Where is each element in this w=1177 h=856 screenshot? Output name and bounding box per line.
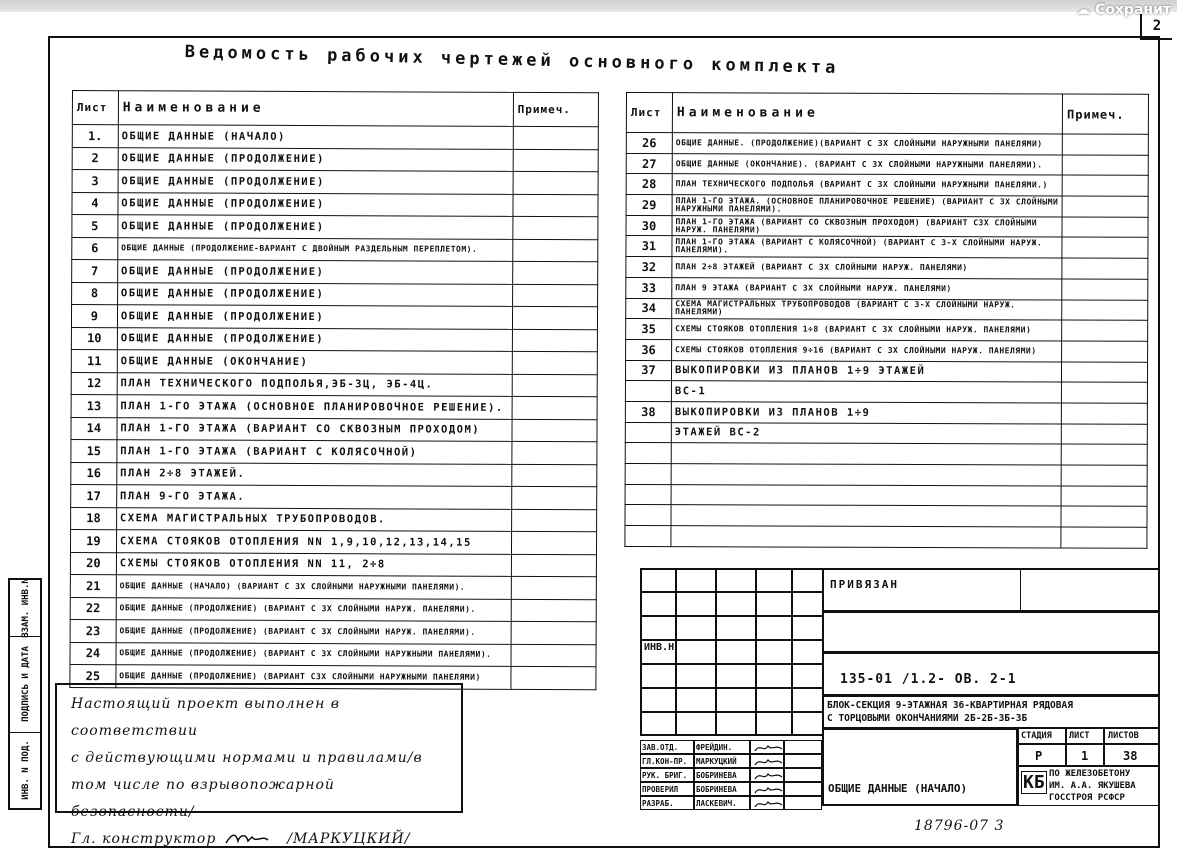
person-signature [750,754,784,768]
col-header-sheet: Лист [72,91,118,125]
table-row [70,597,596,622]
sheet-name: ПЛАН ТЕХНИЧЕСКОГО ПОДПОЛЬЯ (ВАРИАНТ С 3Х СЛОЙНЫМИ НАРУЖНЫМИ ПАНЕЛЯМИ.) [672,174,1062,196]
sheet-name: ПЛАН 1-ГО ЭТАЖА (ОСНОВНОЕ ПЛАНИРОВОЧНОЕ РЕШЕНИЕ). [117,395,512,419]
sheet-name: ВС-1 [671,381,1061,403]
sheet-note [1061,506,1147,527]
sheet-number: 13 [71,394,117,417]
title-block-cell [716,592,756,616]
title-block-cell [792,640,824,664]
sheet-note [1061,444,1147,465]
sheet-note [1062,320,1148,341]
person-name: ЛАСКЕВИЧ. [694,796,750,810]
sheet-name: ОБЩИЕ ДАННЫЕ (ПРОДОЛЖЕНИЕ) [117,327,512,351]
person-signature [750,768,784,782]
sheet-note [1061,424,1147,445]
sheet-number: 33 [626,277,672,298]
sheet-number: 21 [70,574,116,597]
table-row [625,526,1147,549]
title-block-cell [640,592,676,616]
sheet-name: ОБЩИЕ ДАННЫЕ (ПРОДОЛЖЕНИЕ) (ВАРИАНТ С 3Х СЛОЙНЫМИ НАРУЖНЫМИ ПАНЕЛЯМИ). [116,642,511,666]
sheet-number: 20 [70,552,116,575]
sheet-name: ОБЩИЕ ДАННЫЕ (ПРОДОЛЖЕНИЕ) (ВАРИАНТ С3Х СЛОЙНЫМИ НАРУЖНЫМИ ПАНЕЛЯМИ) [116,665,511,689]
sheet-note [512,351,597,374]
sheet-name: ПЛАН 1-ГО ЭТАЖА. (ОСНОВНОЕ ПЛАНИРОВОЧНОЕ РЕШЕНИЕ) (ВАРИАНТ С 3Х СЛОЙНЫМИ НАРУЖНЫМИ ПАНЕЛЯМИ). [672,195,1062,217]
table-row [625,401,1147,424]
sheet-number: 25 [70,664,116,687]
title-block-cell [792,592,824,616]
project-description-line: С ТОРЦОВЫМИ ОКОНЧАНИЯМИ 2Б-2Б-3Б-3Б [827,713,1028,724]
side-stamp [8,578,42,810]
sheet-name: ОБЩИЕ ДАННЫЕ (ПРОДОЛЖЕНИЕ) [117,305,512,329]
sheet-name: ПЛАН ТЕХНИЧЕСКОГО ПОДПОЛЬЯ,ЭБ-3Ц, ЭБ-4Ц. [117,372,512,396]
title-block-cell [716,712,756,736]
title-block-cell [716,568,756,592]
sheet-note [1061,403,1147,424]
sheet-number: 29 [626,195,672,216]
sheet-name [671,443,1061,465]
col-header-name: Наименование [118,91,513,127]
table-row [625,505,1147,528]
sheet-number: 19 [70,529,116,552]
sheet-number: 15 [71,439,117,462]
sheet-number [625,505,671,526]
sheet-note [1062,382,1148,403]
title-block-cell [756,688,792,712]
sheet-note [512,306,597,329]
sheet-number: 8 [72,282,118,305]
sheet-name: ОБЩИЕ ДАННЫЕ (ОКОНЧАНИЕ). (ВАРИАНТ С 3Х СЛОЙНЫМИ НАРУЖНЫМИ ПАНЕЛЯМИ). [672,153,1062,175]
sheets-value: 38 [1123,749,1138,763]
signature-image [752,797,784,810]
sheet-note [511,666,596,689]
cloud-icon: ☁ [1076,2,1095,18]
sheet-number [625,526,671,547]
table-row [71,305,597,330]
title-block-cell [756,664,792,688]
table-row [71,484,597,509]
table-row [72,147,598,172]
person-date [784,754,822,768]
sheet-number: 30 [626,215,672,236]
person-name: БОБРИНЕВА [694,782,750,796]
side-label: ИНВ. N ПОД. [21,740,31,800]
person-role: РУК. БРИГ. [640,768,694,782]
table-row [71,417,597,442]
table-row [70,552,596,577]
table-row [626,133,1148,156]
sheet-note [512,396,597,419]
side-label: ПОДПИСЬ И ДАТА [21,646,31,722]
sheet-name: ПЛАН 1-ГО ЭТАЖА (ВАРИАНТ С КОЛЯСОЧНОЙ) [117,440,512,464]
table-row [626,257,1148,280]
table-row [70,529,596,554]
sheet-name [671,484,1061,506]
title-block-cell [792,616,824,640]
sheet-number: 7 [72,260,118,283]
sheet-note [511,554,596,577]
signature-image [752,741,784,754]
sheet-number: 37 [625,360,671,381]
person-signature [750,740,784,754]
title-block-cell [756,592,792,616]
sheet-number [625,484,671,505]
col-header-sheet: Лист [626,93,672,133]
sheet-note [513,171,598,194]
sheet-number: 32 [626,257,672,278]
sheet-name: СХЕМА МАГИСТРАЛЬНЫХ ТРУБОПРОВОДОВ (ВАРИАНТ С 3-Х СЛОЙНЫМИ НАРУЖ. ПАНЕЛЯМИ) [672,298,1062,320]
table-row [71,462,597,487]
sheet-number: 2 [72,147,118,170]
sheet-name: СХЕМЫ СТОЯКОВ ОТОПЛЕНИЯ NN 11, 2÷8 [116,552,511,576]
sheet-title: ОБЩИЕ ДАННЫЕ (НАЧАЛО) [828,782,968,795]
signature-image [752,769,784,782]
table-row [71,439,597,464]
sheet-name: ОБЩИЕ ДАННЫЕ (ПРОДОЛЖЕНИЕ) [118,147,513,171]
chief-designer-name: /МАРКУЦКИЙ/ [287,831,411,847]
person-date [784,740,822,754]
sheet-name: ПЛАН 2÷8 ЭТАЖЕЙ (ВАРИАНТ С 3Х СЛОЙНЫМИ НАРУЖ. ПАНЕЛЯМИ) [672,257,1062,279]
sheet-note [511,599,596,622]
sheet-note [512,329,597,352]
title-block-cell [640,568,676,592]
note-line: с действующими нормами и правилами/в [71,750,423,766]
attached-label: ПРИВЯЗАН [830,578,899,591]
sheet-number: 1. [72,125,118,148]
table-row [625,422,1147,445]
save-button[interactable]: ☁ Сохранит [1076,2,1171,18]
sheet-name: ПЛАН 1-ГО ЭТАЖА (ВАРИАНТ СО СКВОЗНЫМ ПРОХОДОМ) (ВАРИАНТ С3Х СЛОЙНЫМИ НАРУЖ. ПАНЕЛЯМИ) [672,215,1062,237]
sheet-label: ЛИСТ [1069,731,1090,741]
sheet-note [511,486,596,509]
sheet-number: 23 [70,619,116,642]
sheet-number: 31 [626,236,672,257]
person-date [784,768,822,782]
sheet-number: 10 [71,327,117,350]
sheet-name: ПЛАН 9-ГО ЭТАЖА. [116,485,511,509]
title-block-cell [792,712,824,736]
archive-number: 18796-07 3 [914,818,1005,834]
sheet-number: 9 [71,305,117,328]
table-row [626,298,1148,321]
sheet-number: 11 [71,349,117,372]
title-block-cell [676,664,716,688]
title-block-cell [676,640,716,664]
note-line: Настоящий проект выполнен в соответствии [71,696,340,739]
sheet-note [1061,486,1147,507]
person-role: ПРОВЕРИЛ [640,782,694,796]
side-label: ВЗАМ. ИНВ.N [21,578,31,638]
signature-image [222,831,282,847]
sheet-note [1062,258,1148,279]
person-date [784,796,822,810]
sheet-note [1061,465,1147,486]
person-role: ЗАВ.ОТД. [640,740,694,754]
sheet-note [1062,300,1148,321]
table-row [626,174,1148,197]
title-block-cell [716,664,756,688]
sheet-name [671,464,1061,486]
sheet-note [1062,155,1148,176]
sheet-name: ПЛАН 1-ГО ЭТАЖА (ВАРИАНТ СО СКВОЗНЫМ ПРОХОДОМ) [117,417,512,441]
sheet-number: 14 [71,417,117,440]
sheet-name: ПЛАН 2÷8 ЭТАЖЕЙ. [117,462,512,486]
sheet-name [671,505,1061,527]
org-name-line: ГОССТРОЯ РСФСР [1049,793,1125,803]
title-block-cell [716,616,756,640]
title-block-cell [756,640,792,664]
title-block-cell [792,568,824,592]
table-row [72,192,598,217]
note-line: том числе по взрывопожарной безопасности/ [71,777,335,820]
sheet-name: ЭТАЖЕЙ ВС-2 [671,422,1061,444]
sheet-note [513,194,598,217]
sheet-number: 4 [72,192,118,215]
sheet-note [513,126,598,149]
table-row [72,215,598,240]
sheet-number [625,463,671,484]
sheet-name: ВЫКОПИРОВКИ ИЗ ПЛАНОВ 1÷9 ЭТАЖЕЙ [671,360,1061,382]
sheet-number: 18 [71,507,117,530]
sheet-number: 34 [626,298,672,319]
table-row [72,237,598,262]
title-block-cell [756,616,792,640]
sheet-note [1061,527,1147,548]
compliance-note [55,683,463,847]
person-role: РАЗРАБ. [640,796,694,810]
sheet-name: СХЕМА СТОЯКОВ ОТОПЛЕНИЯ NN 1,9,10,12,13,14,15 [116,530,511,554]
sheet-number: 3 [72,170,118,193]
person-date [784,782,822,796]
table-row [626,319,1148,342]
sheet-name: ОБЩИЕ ДАННЫЕ (ПРОДОЛЖЕНИЕ) (ВАРИАНТ С 3Х СЛОЙНЫМИ НАРУЖ. ПАНЕЛЯМИ). [116,620,511,644]
person-signature [750,782,784,796]
person-name: ФРЕЙДИН. [694,740,750,754]
page-title: Ведомость рабочих чертежей основного комплекта [184,42,840,78]
title-block-cell [792,688,824,712]
table-row [625,381,1147,404]
table-row [626,195,1148,218]
sheet-name: ОБЩИЕ ДАННЫЕ (ПРОДОЛЖЕНИЕ) [118,215,513,239]
sheet-note [513,216,598,239]
sheet-name: ОБЩИЕ ДАННЫЕ (ПРОДОЛЖЕНИЕ) (ВАРИАНТ С 3Х СЛОЙНЫМИ НАРУЖ. ПАНЕЛЯМИ). [116,597,511,621]
table-row [626,339,1148,362]
sheet-note [511,509,596,532]
chief-designer-label: Гл. конструктор [71,831,217,847]
sheet-number: 17 [71,484,117,507]
table-row [72,125,598,150]
sheets-label: ЛИСТОВ [1108,731,1139,741]
project-description-line: БЛОК-СЕКЦИЯ 9-ЭТАЖНАЯ 36-КВАРТИРНАЯ РЯДОВАЯ [827,700,1073,711]
table-row [72,260,598,285]
sheet-number: 24 [70,642,116,665]
sheet-number: 16 [71,462,117,485]
title-block [640,568,1160,816]
sheet-note [511,464,596,487]
sheet-note [1062,237,1148,258]
title-block-cell [640,712,676,736]
title-block-cell [756,712,792,736]
table-row [71,349,597,374]
table-row [71,327,597,352]
sheet-number [625,443,671,464]
org-name-line: ИМ. А.А. ЯКУШЕВА [1049,781,1136,791]
sheet-name: ОБЩИЕ ДАННЫЕ (НАЧАЛО) [118,125,513,149]
stage-label: СТАДИЯ [1021,731,1052,741]
signature-image [752,783,784,796]
sheet-note [512,419,597,442]
sheet-note [1062,279,1148,300]
table-row [626,215,1148,238]
sheet-note [1062,175,1148,196]
col-header-note: Примеч. [1062,94,1148,134]
sheet-note [512,374,597,397]
table-row [71,507,597,532]
table-row [72,282,598,307]
org-name-line: ПО ЖЕЛЕЗОБЕТОНУ [1049,769,1131,779]
sheet-note [1062,196,1148,217]
sheet-note [513,149,598,172]
sheet-number: 27 [626,153,672,174]
title-block-cell [640,616,676,640]
document-code: 135-01 /1.2- ОВ. 2-1 [840,672,1017,687]
person-name: МАРКУЦКИЙ [694,754,750,768]
sheet-number: 5 [72,215,118,238]
sheet-number: 36 [626,339,672,360]
sheet-number: 26 [626,133,672,154]
sheet-number: 12 [71,372,117,395]
sheet-note [512,441,597,464]
table-row [626,153,1148,176]
title-block-cell [676,568,716,592]
title-block-cell [792,664,824,688]
title-block-cell [676,688,716,712]
sheet-note [1062,341,1148,362]
table-row [625,484,1147,507]
sheet-note [1062,134,1148,155]
sheet-number [625,381,671,402]
table-row [625,463,1147,486]
person-name: БОБРИНЕВА [694,768,750,782]
sheet-note [1062,362,1148,383]
table-row [626,236,1148,259]
sheet-name: ОБЩИЕ ДАННЫЕ (ПРОДОЛЖЕНИЕ) [118,192,513,216]
title-block-cell [716,688,756,712]
title-block-cell [676,616,716,640]
person-signature [750,796,784,810]
col-header-name: Наименование [672,93,1062,134]
sheet-name: ОБЩИЕ ДАННЫЕ (ОКОНЧАНИЕ) [117,350,512,374]
sheet-name: ОБЩИЕ ДАННЫЕ. (ПРОДОЛЖЕНИЕ)(ВАРИАНТ С 3Х СЛОЙНЫМИ НАРУЖНЫМИ ПАНЕЛЯМИ) [672,133,1062,155]
sheet-name [671,526,1061,548]
table-row [71,394,597,419]
inv-label: ИНВ.Н [644,642,675,653]
org-logo: КБ [1023,772,1045,793]
sheet-name: ПЛАН 1-ГО ЭТАЖА (ВАРИАНТ С КОЛЯСОЧНОЙ) (ВАРИАНТ С 3-Х СЛОЙНЫМИ НАРУЖ. ПАНЕЛЯМИ). [672,236,1062,258]
sheet-name: ВЫКОПИРОВКИ ИЗ ПЛАНОВ 1÷9 [671,402,1061,424]
table-row [626,277,1148,300]
signature-image [752,755,784,768]
title-block-cell [676,592,716,616]
col-header-note: Примеч. [513,92,598,126]
table-row [71,372,597,397]
sheet-name: СХЕМЫ СТОЯКОВ ОТОПЛЕНИЯ 1÷8 (ВАРИАНТ С 3Х СЛОЙНЫМИ НАРУЖ. ПАНЕЛЯМИ) [672,319,1062,341]
sheet-number: 38 [625,401,671,422]
sheet-name: ОБЩИЕ ДАННЫЕ (ПРОДОЛЖЕНИЕ) [117,282,512,306]
sheet-name: ПЛАН 9 ЭТАЖА (ВАРИАНТ С 3Х СЛОЙНЫМИ НАРУЖ. ПАНЕЛЯМИ) [672,277,1062,299]
sheet-name: ОБЩИЕ ДАННЫЕ (ПРОДОЛЖЕНИЕ) [118,170,513,194]
sheet-note [511,576,596,599]
sheet-name: ОБЩИЕ ДАННЫЕ (ПРОДОЛЖЕНИЕ) [117,260,512,284]
drawings-table-left [69,90,599,690]
table-row [70,619,596,644]
sheet-value: 1 [1081,749,1089,763]
sheet-name: СХЕМА МАГИСТРАЛЬНЫХ ТРУБОПРОВОДОВ. [116,507,511,531]
sheet-name: СХЕМЫ СТОЯКОВ ОТОПЛЕНИЯ 9÷16 (ВАРИАНТ С 3Х СЛОЙНЫМИ НАРУЖ. ПАНЕЛЯМИ) [672,340,1062,362]
sheet-note [511,644,596,667]
title-block-cell [716,640,756,664]
title-block-cell [676,712,716,736]
page-number: 2 [1140,14,1172,40]
sheet-number: 28 [626,174,672,195]
sheet-note [512,284,597,307]
note-line [71,826,447,853]
table-row [72,170,598,195]
sheet-note [512,261,597,284]
sheet-note [1062,217,1148,238]
sheet-note [512,239,597,262]
drawings-table-right [624,92,1149,549]
sheet-note [511,621,596,644]
sheet-name: ОБЩИЕ ДАННЫЕ (ПРОДОЛЖЕНИЕ-ВАРИАНТ С ДВОЙНЫМ РАЗДЕЛЬНЫМ ПЕРЕПЛЕТОМ). [118,237,513,261]
sheet-number: 6 [72,237,118,260]
sheet-number: 35 [626,319,672,340]
person-role: ГЛ.КОН-ПР. [640,754,694,768]
table-row [625,360,1147,383]
table-row [70,574,596,599]
sheet-number [625,422,671,443]
stage-value: Р [1035,749,1043,763]
table-row [70,642,596,667]
title-block-cell [756,568,792,592]
sheet-note [511,531,596,554]
sheet-name: ОБЩИЕ ДАННЫЕ (НАЧАЛО) (ВАРИАНТ С 3Х СЛОЙНЫМИ НАРУЖНЫМИ ПАНЕЛЯМИ). [116,575,511,599]
sheet-number: 22 [70,597,116,620]
viewer-toolbar [0,0,1177,18]
title-block-cell [640,664,676,688]
title-block-cell [640,688,676,712]
table-row [625,443,1147,466]
